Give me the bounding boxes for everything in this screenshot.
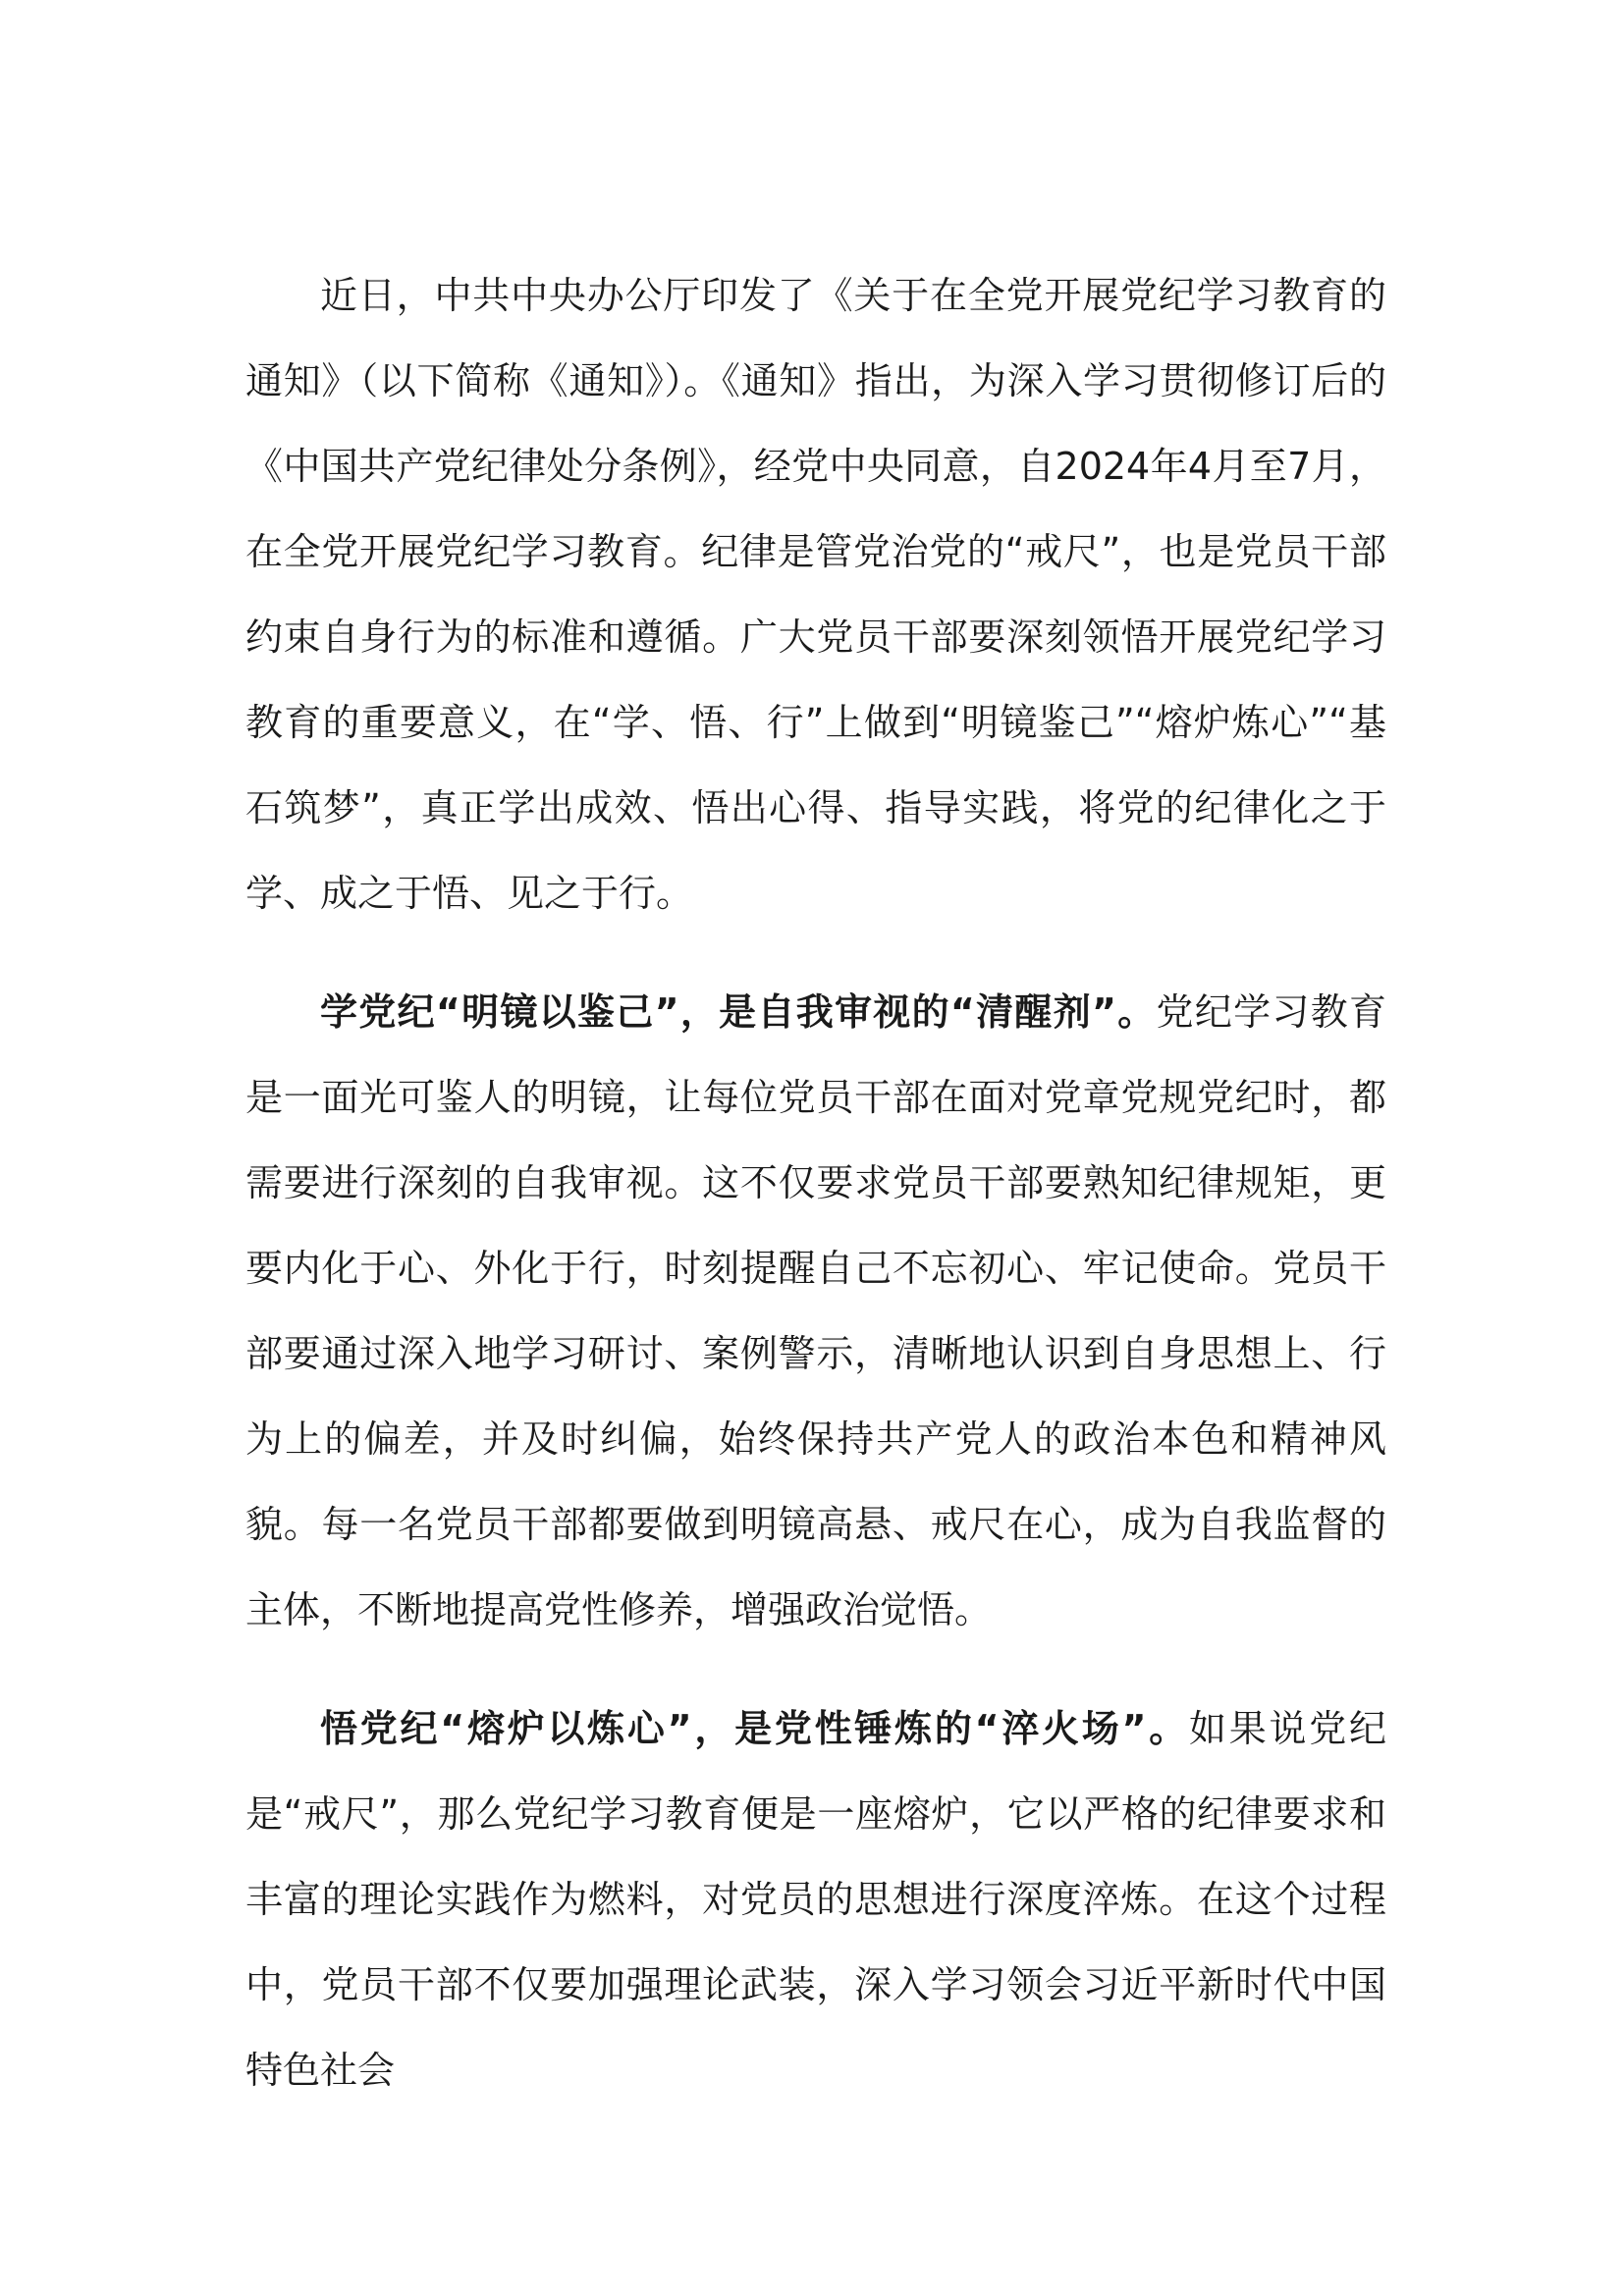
paragraph-text: 近日，中共中央办公厅印发了《关于在全党开展党纪学习教育的通知》（以下简称《通知》）。《通知》指出，为深入学习贯彻修订后的《中国共产党纪律处分条例》，经党中央同意，自2024年4月至7月，在全党开展党纪学习教育。纪律是管党治党的“戒尺”，也是党员干部约束自身行为的标准和遵循。广大党员干部要深刻领悟开展党纪学习教育的重要意义，在“学、悟、行”上做到“明镜鉴己”“熔炉炼心”“基石筑梦”，真正学出成效、悟出心得、指导实践，将党的纪律化之于学、成之于悟、见之于行。 <box>245 274 1386 915</box>
paragraph-text: 党纪学习教育是一面光可鉴人的明镜，让每位党员干部在面对党章党规党纪时，都需要进行深刻的自我审视。这不仅要求党员干部要熟知纪律规矩，更要内化于心、外化于行，时刻提醒自己不忘初心、牢记使命。党员干部要通过深入地学习研讨、案例警示，清晰地认识到自身思想上、行为上的偏差，并及时纠偏，始终保持共产党人的政治本色和精神风貌。每一名党员干部都要做到明镜高悬、戒尺在心，成为自我监督的主体，不断地提高党性修养，增强政治觉悟。 <box>245 990 1386 1631</box>
paragraph-text: 如果说党纪是“戒尺”，那么党纪学习教育便是一座熔炉，它以严格的纪律要求和丰富的理论实践作为燃料，对党员的思想进行深度淬炼。在这个过程中，党员干部不仅要加强理论武装，深入学习领会习近平新时代中国特色社会 <box>245 1707 1386 2092</box>
paragraph-lead: 悟党纪“熔炉以炼心”，是党性锤炼的“淬火场”。 <box>320 1707 1190 1750</box>
document-body <box>245 253 1386 2147</box>
paragraph-study-discipline <box>245 970 1386 1653</box>
paragraph-intro <box>245 253 1386 936</box>
paragraph-lead: 学党纪“明镜以鉴己”，是自我审视的“清醒剂”。 <box>320 990 1157 1034</box>
paragraph-comprehend-discipline <box>245 1686 1386 2113</box>
